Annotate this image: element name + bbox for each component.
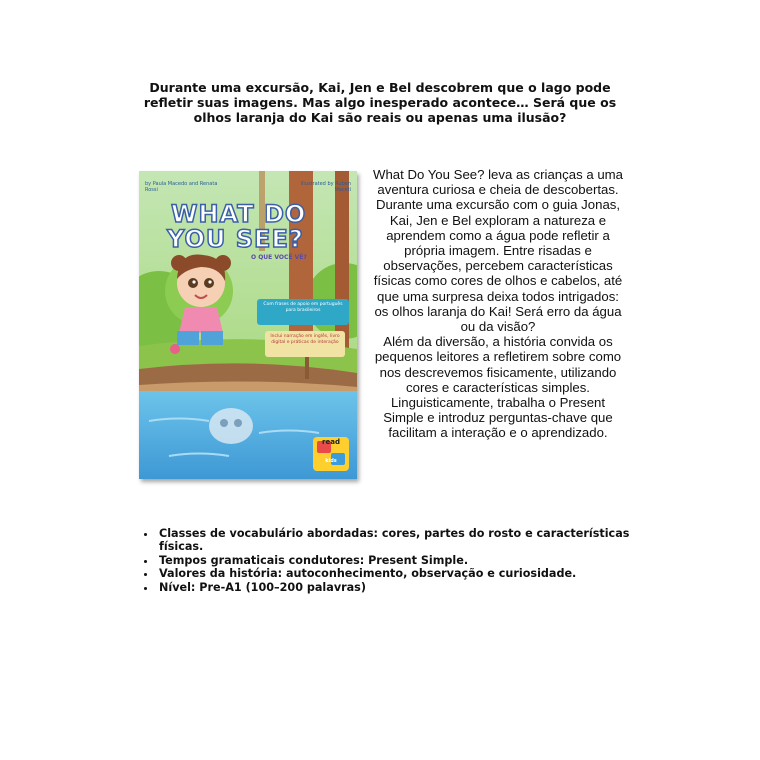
list-item: • Classes de vocabulário abordadas: cores, partes do rosto e características físicas. [157, 527, 642, 554]
cover-note-2: Inclui narração em inglês, livro digital e práticas de interação [270, 334, 340, 345]
intro-text: Durante uma excursão, Kai, Jen e Bel descobrem que o lago pode refletir suas imagens. Mas algo inesperado acontece… Será que os olhos laranja do Kai são reais ou apenas uma ilusão? [143, 80, 617, 125]
description-paragraph-1: What Do You See? leva as crianças a uma aventura curiosa e cheia de descobertas. Durante uma excursão com o guia Jonas, Kai, Jen e Bel exploram a natureza e aprendem como a água pode refletir a própria imagem. Entre risadas e observações, percebem características físicas como cores de olhos e cabelos, até que uma surpresa deixa todos intrigados: os olhos laranja do Kai! Será erro da água ou da visão? [373, 167, 623, 335]
cover-illustrator: Illustrated by Ruben Maceti [300, 181, 351, 193]
cover-note-1: Com frases de apoio em português para brasileiros [263, 302, 343, 313]
cover-title-line2: YOU SEE? [167, 225, 304, 253]
book-cover-image [139, 171, 357, 479]
features-list [140, 527, 642, 594]
cover-title-line1: WHAT DO [171, 200, 307, 228]
list-item: • Tempos gramaticais condutores: Present Simple. [157, 554, 642, 567]
description-paragraph-2: Além da diversão, a história convida os pequenos leitores a refletirem sobre como nos descrevemos fisicamente, utilizando cores e características simples. Linguisticamente, trabalha o Present Simple e introduz perguntas-chave que facilitam a interação e o aprendizado. [374, 334, 622, 441]
list-item: • Nível: Pre-A1 (100–200 palavras) [157, 581, 642, 594]
cover-subtitle: O QUE VOCÊ VÊ? [251, 254, 307, 261]
book-description [372, 167, 624, 441]
publisher-logo-line1: read [322, 438, 340, 446]
cover-author: by Paula Macedo and Renata Rossi [145, 181, 218, 193]
list-item: • Valores da história: autoconhecimento, observação e curiosidade. [157, 567, 642, 580]
publisher-logo-line2: kids [325, 458, 337, 464]
